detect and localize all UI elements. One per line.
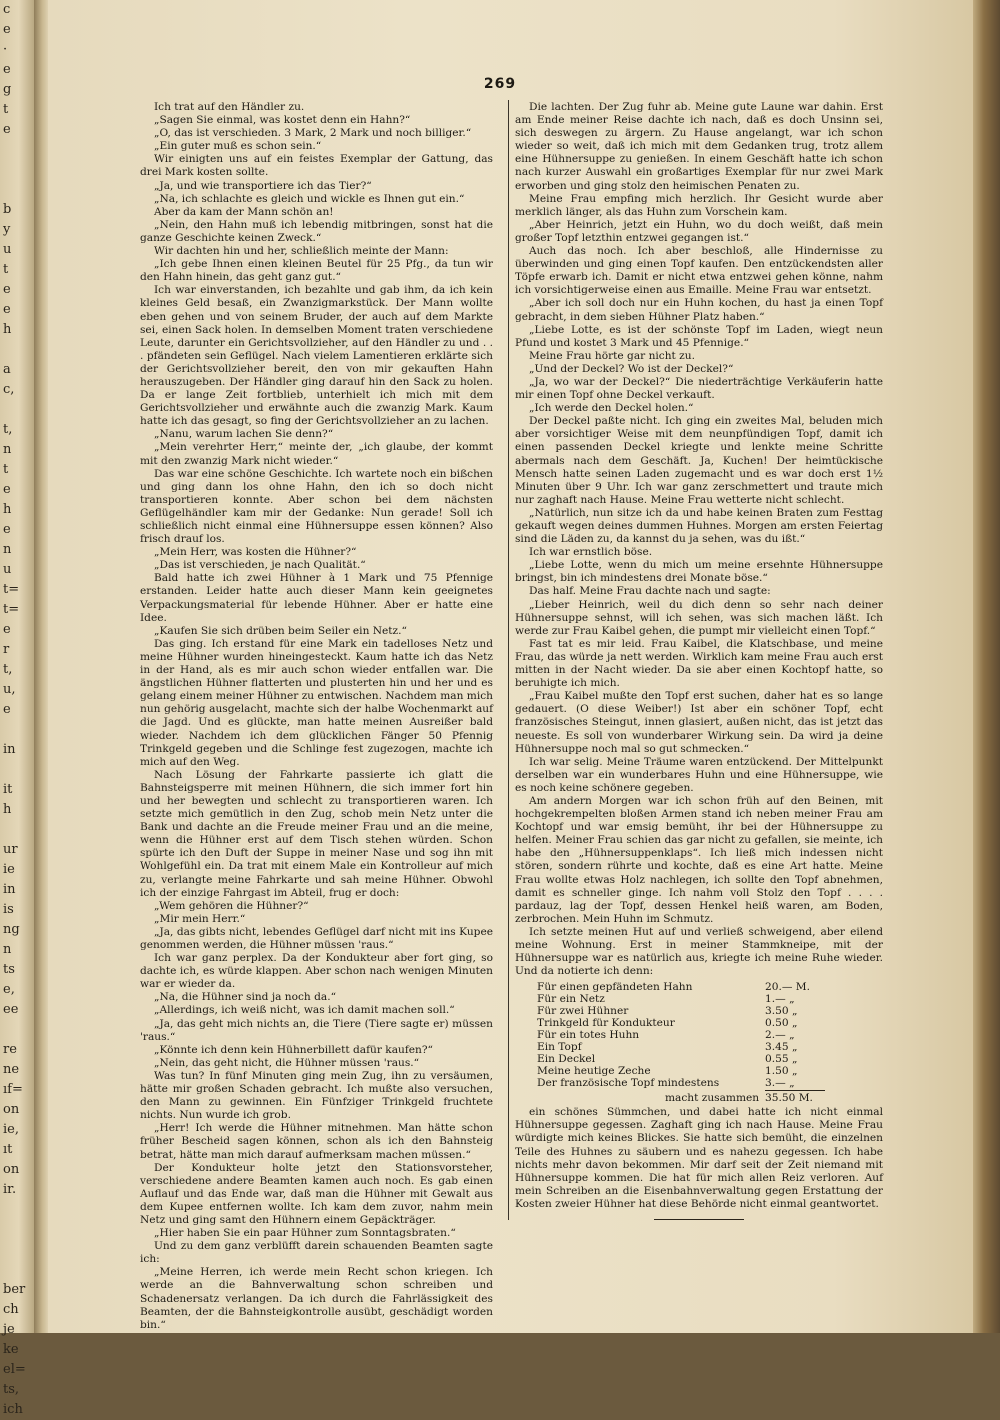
expense-row (515, 993, 883, 1005)
paragraph: „Ich werde den Deckel holen.“ (529, 402, 694, 415)
paragraph: Meine Frau empfing mich herzlich. Ihr Gesicht wurde aber merklich länger, als das Huhn zum Vorschein kam. (515, 192, 883, 218)
previous-page-line (0, 1260, 34, 1280)
paragraph: Der Deckel paßte nicht. Ich ging ein zweites Mal, beluden mich aber vorsichtiger Weise mit dem neunpfündigen Topf, damit ich einen passenden Deckel kriegte und lenkte meine Schritte abermals nach dem Geschäft. Ja, Kuchen! Der heimtückische Mensch hatte seinen Laden zugemacht und es war doch erst 1½ Minuten über 9 Uhr. Ich war ganz zerschmettert und traute mich nur zaghaft nach Hause. Meine Frau wetterte nicht schlecht. (515, 415, 883, 506)
expense-label: Für einen gepfändeten Hahn (537, 981, 693, 994)
book-fore-edge (973, 0, 1000, 1333)
text-column-right-bottom (515, 1106, 883, 1211)
previous-page-line: n (3, 942, 12, 957)
previous-page-line: e (3, 62, 11, 77)
previous-page-line: ie (3, 862, 15, 877)
paragraph: „Aber ich soll doch nur ein Huhn kochen, du hast ja einen Topf gebracht, in dem sieben Hühner Platz haben.“ (515, 297, 883, 323)
previous-page-line: t (3, 262, 9, 277)
previous-page-line: e (3, 482, 11, 497)
paragraph: „Kaufen Sie sich drüben beim Seiler ein Netz.“ (154, 624, 407, 637)
text-column-right-top (515, 101, 883, 978)
paragraph: Das war eine schöne Geschichte. Ich wartete noch ein bißchen und ging dann los ohne Hahn, den ich so doch nicht transportieren konnte. Aber schon bei dem nächsten Geflügelhändler kam mir der Gedanke: Nun gerade! Soll ich schließlich nicht einmal eine Hühnersuppe essen können? Also frisch drauf los. (140, 467, 493, 546)
paragraph: „Ja, das gibts nicht, lebendes Geflügel darf nicht mit ins Kupee genommen werden, die Hühner müssen 'raus.“ (140, 925, 493, 951)
previous-page-line: g (3, 82, 12, 97)
previous-page-line: ch (3, 1302, 19, 1317)
previous-page-line: it (3, 782, 13, 797)
expense-label: Trinkgeld für Kondukteur (537, 1017, 675, 1030)
paragraph: Meine Frau hörte gar nicht zu. (529, 349, 695, 362)
previous-page-line: ıf= (3, 1082, 23, 1097)
previous-page-edge (0, 0, 34, 1417)
paragraph: „Ich gebe Ihnen einen kleinen Beutel für 25 Pfg., da tun wir den Hahn hinein, das geht ganz gut.“ (140, 258, 493, 284)
previous-page-line: je (3, 1322, 15, 1337)
paragraph: „Allerdings, ich weiß nicht, was ich damit machen soll.“ (154, 1004, 455, 1017)
previous-page-line: t (3, 102, 9, 117)
paragraph: „Mir mein Herr.“ (154, 912, 246, 925)
paragraph: Ich setzte meinen Hut auf und verließ schweigend, aber eilend meine Wohnung. Erst in meiner Stammkneipe, mit der Hühnersuppe war es natürlich aus, kriegte ich meine Ruhe wieder. Und da notierte ich denn: (515, 925, 883, 978)
expense-amount: 2.— „ (765, 1029, 795, 1042)
paragraph: ein schönes Sümmchen, und dabei hatte ich nicht einmal Hühnersuppe gegessen. Zaghaft ging ich nach Hause. Meine Frau würdigte mich keines Blickes. Sie hatte sich bemüht, die einzelnen Teile des Huhnes zu säubern und es nahezu gegessen. Ich habe nichts mehr davon bekommen. Mir darf seit der Zeit niemand mit Hühnersuppe kommen. Die hat für mich allen Reiz verloren. Auf mein Schreiben an die Eisenbahnverwaltung gegen Erstattung der Kosten zweier Hühner hat diese Behörde nicht einmal geantwortet. (515, 1106, 883, 1210)
paragraph: Ich trat auf den Händler zu. (154, 101, 305, 113)
previous-page-line (0, 340, 34, 360)
expense-row (515, 1053, 883, 1065)
paragraph: „Natürlich, nun sitze ich da und habe keinen Braten zum Festtag gekauft wegen deines dummen Huhnes. Morgen am ersten Feiertag sind die Läden zu, da kannst du ja sehen, was du ißt.“ (515, 506, 883, 546)
page-number: 269 (483, 76, 517, 92)
previous-page-line: a (3, 362, 11, 377)
paragraph: Ich war einverstanden, ich bezahlte und gab ihm, da ich kein kleines Geld besaß, ein Zwanzigmarkstück. Der Mann wollte eben gehen und von seinem Bruder, der auch auf dem Markte sei, einen Sack holen. In demselben Moment traten verschiedene Leute, darunter ein Gerichtsvollzieher, auf den Händler zu und . . . pfändeten sein Geflügel. Nach vielem Lamentieren erklärte sich der Gerichtsvollzieher bereit, den von mir gekauften Hahn herauszugeben. Der Händler ging darauf hin den Sack zu holen. Da er lange Zeit fortblieb, unterhielt ich mich mit dem Gerichtsvollzieher und erwähnte auch die zwanzig Mark. Kaum hatte ich das gesagt, so fing der Gerichtsvollzieher an zu lachen. (140, 284, 493, 428)
previous-page-line: e (3, 122, 11, 137)
expense-row (515, 1077, 883, 1089)
expense-total-amount: 35.50 M. (765, 1092, 813, 1105)
expense-row (515, 1005, 883, 1017)
expense-label: Ein Deckel (537, 1053, 596, 1066)
text-column-left (140, 101, 493, 1332)
end-rule (654, 1219, 744, 1220)
previous-page-line: e (3, 22, 11, 37)
expense-amount: 3.50 „ (765, 1005, 798, 1018)
paragraph: Das ging. Ich erstand für eine Mark ein tadelloses Netz und meine Hühner wurden hineingesteckt. Kaum hatte ich das Netz in der Hand, als es mir auch schon wieder entfallen war. Die ängstlichen Hühner flatterten und plusterten hin und her und es gelang einem meiner Hühner zu entwischen. Nachdem man mich nun gehörig ausgelacht, machte sich der halbe Wochenmarkt auf die Jagd. Und es glückte, man hatte meinen Ausreißer bald wieder. Nachdem ich dem glücklichen Fänger 50 Pfennig Trinkgeld gegeben und die Schlinge fest zugezogen, machte ich mich auf den Weg. (140, 637, 493, 768)
previous-page-line (0, 1220, 34, 1240)
expense-label: Der französische Topf mindestens (537, 1077, 720, 1090)
paragraph: „Hier haben Sie ein paar Hühner zum Sonntagsbraten.“ (154, 1227, 456, 1240)
expense-label: Für ein totes Huhn (537, 1029, 640, 1042)
paragraph: „Nein, den Hahn muß ich lebendig mitbringen, sonst hat die ganze Geschichte keinen Zweck.“ (140, 218, 493, 244)
previous-page-line: b (3, 202, 12, 217)
paragraph: „Aber Heinrich, jetzt ein Huhn, wo du doch weißt, daß mein großer Topf letzthin entzwei gegangen ist.“ (515, 218, 883, 244)
paragraph: Was tun? In fünf Minuten ging mein Zug, ihn zu versäumen, hätte mir großen Schaden gebracht. Ich mußte also versuchen, den Mann zu gewinnen. Ein Fünfziger Trinkgeld fruchtete nichts. Nun wurde ich grob. (140, 1069, 493, 1122)
paragraph: Aber da kam der Mann schön an! (154, 205, 334, 218)
previous-page-line: e (3, 522, 11, 537)
paragraph: „Na, die Hühner sind ja noch da.“ (154, 991, 336, 1004)
expense-row (515, 981, 883, 993)
paragraph: Fast tat es mir leid. Frau Kaibel, die Klatschbase, und meine Frau, das würde ja nett werden. Wirklich kam meine Frau auch erst mitten in der Nacht wieder. Da sie aber einen Kochtopf hatte, so beruhigte ich mich. (515, 637, 883, 690)
expense-row (515, 1017, 883, 1029)
paragraph: Wir einigten uns auf ein feistes Exemplar der Gattung, das drei Mark kosten sollte. (140, 153, 493, 179)
paragraph: Nach Lösung der Fahrkarte passierte ich glatt die Bahnsteigsperre mit meinen Hühnern, die sich immer fort hin und her bewegten und schlecht zu transportieren waren. Ich setzte mich gemütlich in den Zug, schob mein Netz unter die Bank und dachte an die Freude meiner Frau und an die meine, wenn die Hühner erst auf dem Tisch stehen würden. Schon spürte ich den Duft der Suppe in meiner Nase und sog ihn mit Wohlgefühl ein. Da trat mit einem Male ein Kontrolleur auf mich zu, verlangte meine Fahrkarte und sah meine Hühner. Obwohl ich der einzige Fahrgast im Abteil, frug er doch: (140, 768, 493, 899)
paragraph: „Könnte ich denn kein Hühnerbillett dafür kaufen?“ (154, 1043, 433, 1056)
expense-row (515, 1041, 883, 1053)
previous-page-line (0, 760, 34, 780)
text-column-right (515, 101, 883, 1220)
previous-page-line: el= (3, 1362, 26, 1377)
previous-page-line: ts (3, 962, 15, 977)
paragraph: „O, das ist verschieden. 3 Mark, 2 Mark und noch billiger.“ (154, 127, 472, 140)
previous-page-line: ie, (3, 1122, 19, 1137)
previous-page-line: re (3, 1042, 17, 1057)
paragraph: „Das ist verschieden, je nach Qualität.“ (154, 559, 366, 572)
paragraph: „Ja, das geht mich nichts an, die Tiere (Tiere sagte er) müssen 'raus.“ (140, 1017, 493, 1043)
previous-page-line: t= (3, 582, 20, 597)
paragraph: „Mein Herr, was kosten die Hühner?“ (154, 546, 357, 559)
previous-page-line: u, (3, 682, 16, 697)
paragraph: „Liebe Lotte, es ist der schönste Topf im Laden, wiegt neun Pfund und kostet 3 Mark und 45 Pfennige.“ (515, 323, 883, 349)
previous-page-line: e (3, 622, 11, 637)
paragraph: Wir dachten hin und her, schließlich meinte der Mann: (154, 245, 449, 258)
previous-page-line: in (3, 742, 16, 757)
previous-page-line (0, 1020, 34, 1040)
expense-list (515, 981, 883, 1104)
expense-label: Für ein Netz (537, 993, 605, 1006)
previous-page-line (0, 140, 34, 160)
paragraph: „Sagen Sie einmal, was kostet denn ein Hahn?“ (154, 114, 411, 127)
previous-page-line: e, (3, 982, 15, 997)
previous-page-line: t, (3, 662, 13, 677)
previous-page-line: t (3, 462, 9, 477)
paragraph: „Herr! Ich werde die Hühner mitnehmen. Man hätte schon früher Bescheid sagen können, schon als ich den Bahnsteig betrat, hätte man mich darauf aufmerksam machen müssen.“ (140, 1122, 493, 1161)
previous-page-line (0, 820, 34, 840)
paragraph: Der Kondukteur holte jetzt den Stationsvorsteher, verschiedene andere Beamten kamen auch noch. Es gab einen Auflauf und das Ende war, daß man die Hühner mit Gewalt aus dem Kupee entfernen wollte. Ich kam dem zuvor, nahm mein Netz und ging samt den Hühnern einem Gepäckträger. (140, 1161, 493, 1226)
previous-page-line: ıt (3, 1142, 13, 1157)
previous-page-line: ke (3, 1342, 19, 1357)
paragraph: „Ja, wo war der Deckel?“ Die niederträchtige Verkäuferin hatte mir einen Topf ohne Deckel verkauft. (515, 375, 883, 402)
paragraph: „Mein verehrter Herr,“ meinte der, „ich glaube, der kommt mit den zwanzig Mark nicht wieder.“ (140, 441, 493, 467)
previous-page-line: ts, (3, 1382, 20, 1397)
previous-page-line (0, 400, 34, 420)
expense-amount: 1.— „ (765, 993, 795, 1006)
sum-rule (765, 1090, 825, 1091)
previous-page-line: · (3, 42, 8, 57)
previous-page-line: u (3, 242, 12, 257)
expense-amount: 0.50 „ (765, 1017, 798, 1030)
previous-page-line (0, 720, 34, 740)
paragraph: „Frau Kaibel mußte den Topf erst suchen, daher hat es so lange gedauert. (O diese Weiber!) Ist aber ein schöner Topf, echt französisches Steingut, innen glasiert, außen nicht, das ist jetzt das neueste. Es soll von wunderbarer Wirkung sein. Da wird ja deine Hühnersuppe noch mal so gut schmecken.“ (515, 690, 883, 755)
previous-page-line: on (3, 1162, 20, 1177)
expense-label: Ein Topf (537, 1041, 582, 1054)
previous-page-line: u (3, 562, 12, 577)
expense-label: Für zwei Hühner (537, 1005, 629, 1018)
paragraph: „Nein, das geht nicht, die Hühner müssen 'raus.“ (154, 1056, 420, 1069)
expense-row (515, 1029, 883, 1041)
previous-page-line (0, 180, 34, 200)
previous-page-line: ur (3, 842, 18, 857)
paragraph: „Ja, und wie transportiere ich das Tier?“ (154, 179, 372, 192)
paragraph: Und zu dem ganz verblüfft darein schauenden Beamten sagte ich: (140, 1240, 493, 1266)
expense-amount: 20.— M. (765, 981, 811, 994)
expense-amount: 3.— „ (765, 1077, 795, 1090)
paragraph: „Nanu, warum lachen Sie denn?“ (154, 428, 334, 441)
paragraph: Ich war ernstlich böse. (529, 546, 653, 559)
previous-page-line: ee (3, 1002, 19, 1017)
previous-page-line: h (3, 502, 12, 517)
expense-amount: 3.45 „ (765, 1041, 798, 1054)
expense-row (515, 1065, 883, 1077)
previous-page-line: ng (3, 922, 20, 937)
previous-page-line: c (3, 2, 11, 17)
previous-page-line: t, (3, 422, 13, 437)
paragraph: Bald hatte ich zwei Hühner à 1 Mark und 75 Pfennige erstanden. Leider hatte auch dieser Mann kein geeignetes Verpackungsmaterial für lebende Hühner. Aber er hatte eine Idee. (140, 572, 493, 624)
previous-page-line: n (3, 542, 12, 557)
column-divider (508, 100, 509, 1220)
previous-page-line: c, (3, 382, 15, 397)
paragraph: Das half. Meine Frau dachte nach und sagte: (529, 585, 771, 598)
previous-page-line: e (3, 702, 11, 717)
previous-page-line: ber (3, 1282, 26, 1297)
paragraph: „Wem gehören die Hühner?“ (154, 899, 309, 912)
previous-page-line: on (3, 1102, 20, 1117)
paragraph: Ich war selig. Meine Träume waren entzückend. Der Mittelpunkt derselben war ein wunderbares Huhn und eine Hühnersuppe, wie es noch keine schönere gegeben. (515, 755, 883, 794)
previous-page-line (0, 160, 34, 180)
previous-page-line: in (3, 882, 16, 897)
previous-page-line: e (3, 282, 11, 297)
paragraph: „Und der Deckel? Wo ist der Deckel?“ (529, 362, 734, 375)
paragraph: Die lachten. Der Zug fuhr ab. Meine gute Laune war dahin. Erst am Ende meiner Reise dachte ich nach, daß es doch Unsinn sei, sich deswegen zu ärgern. Zu Hause angelangt, war ich schon wieder so weit, daß ich mich mit dem Gedanken trug, trotz allem eine Hühnersuppe zu genießen. In einem Geschäft hatte ich schon nach kurzer Auswahl ein großartiges Exemplar für nur zwei Mark erworben und ging stolz den heimischen Penaten zu. (515, 101, 883, 192)
previous-page-line: r (3, 642, 10, 657)
paragraph: „Meine Herren, ich werde mein Recht schon kriegen. Ich werde an die Bahnverwaltung schon schreiben und Schadenersatz verlangen. Da ich durch die Fahrlässigkeit des Beamten, der die Bahnsteigkontrolle ausübt, geschädigt worden bin.“ (140, 1266, 493, 1331)
previous-page-line: t= (3, 602, 20, 617)
previous-page-line: h (3, 802, 12, 817)
paragraph: „Ein guter muß es schon sein.“ (154, 140, 322, 153)
previous-page-line: is (3, 902, 14, 917)
previous-page-line: ne (3, 1062, 20, 1077)
paragraph: „Na, ich schlachte es gleich und wickle es Ihnen gut ein.“ (154, 192, 465, 205)
book-gutter (34, 0, 48, 1333)
previous-page-line: ir. (3, 1182, 17, 1197)
paragraph: Auch das noch. Ich aber beschloß, alle Hindernisse zu überwinden und ging einen Topf kaufen. Den entzückendsten aller Töpfe erwarb ich. Damit er nicht etwa entzwei gehen könne, nahm ich vorsichtigerweise einen aus Emaille. Meine Frau war entsetzt. (515, 245, 883, 297)
previous-page-line (0, 1200, 34, 1220)
paragraph: Am andern Morgen war ich schon früh auf den Beinen, mit hochgekrempelten bloßen Armen stand ich neben meiner Frau am Kochtopf und war emsig bemüht, ihr bei der Hühnersuppe zu helfen. Meiner Frau schien das gar nicht zu gefallen, sie meinte, ich habe den „Hühnersuppenklaps“. Ich ließ mich indessen nicht stören, sondern rührte und kochte, daß es eine Art hatte. Meine Frau wollte etwas Holz nachlegen, ich sollte den Topf abnehmen, damit es schneller ginge. Ich nahm voll Stolz den Topf . . . . pardauz, lag der Topf, dessen Henkel heiß waren, am Boden, zerbrochen. Mein Huhn im Schmutz. (515, 794, 883, 925)
previous-page-line: y (3, 222, 11, 237)
expense-total-label: macht zusammen (665, 1092, 760, 1105)
previous-page-line (0, 1240, 34, 1260)
expense-amount: 1.50 „ (765, 1065, 798, 1078)
expense-label: Meine heutige Zeche (537, 1065, 651, 1078)
paragraph: Ich war ganz perplex. Da der Kondukteur aber fort ging, so dachte ich, es würde klappen. Aber schon nach wenigen Minuten war er wieder da. (140, 952, 493, 991)
expense-total-row (515, 1092, 883, 1104)
previous-page-line: e (3, 302, 11, 317)
expense-amount: 0.55 „ (765, 1053, 798, 1066)
previous-page-line: n (3, 442, 12, 457)
previous-page-line: h (3, 322, 12, 337)
paragraph: „Lieber Heinrich, weil du dich denn so sehr nach deiner Hühnersuppe sehnst, will ich sehen, was sich machen läßt. Ich werde zur Frau Kaibel gehen, die pumpt mir vielleicht einen Topf.“ (515, 598, 883, 637)
paragraph: „Liebe Lotte, wenn du mich um meine ersehnte Hühnersuppe bringst, bin ich mindestens drei Monate böse.“ (515, 559, 883, 585)
previous-page-line: ich (3, 1402, 23, 1417)
